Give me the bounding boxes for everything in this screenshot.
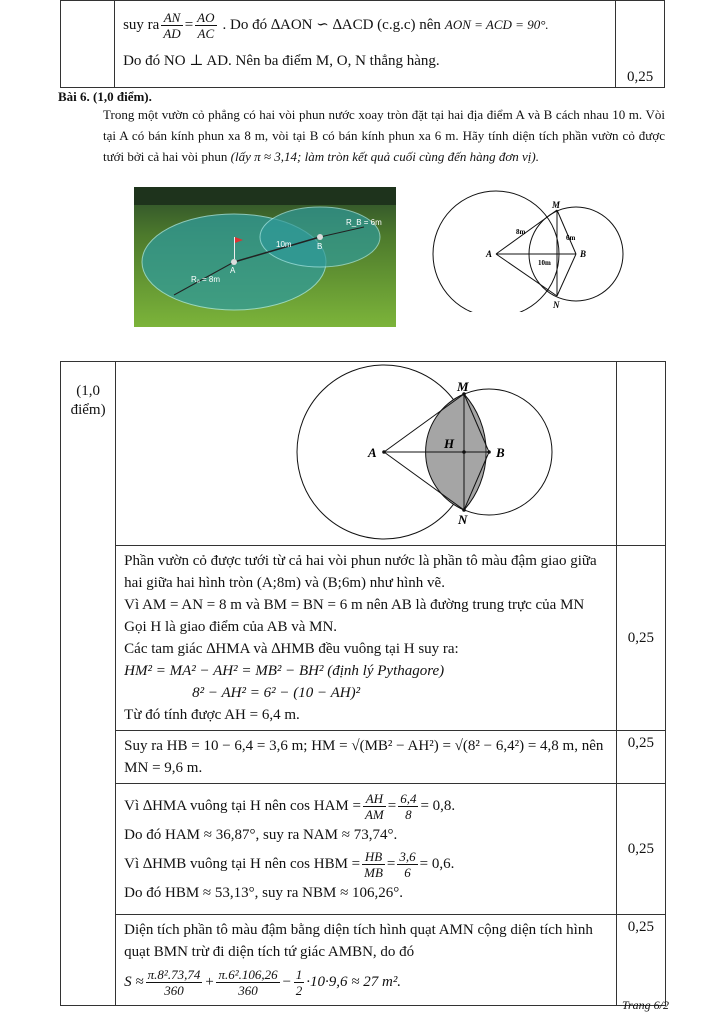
fig1-label-8m: 8m [516,228,526,236]
solution-row-1: Phần vườn cỏ được tưới từ cả hai vòi phun nước là phần tô màu đậm giao giữa hai giữa hai hình tròn (A;8m) và (B;6m) như hình vẽ. Vì AM = AN = 8 m và BM = BN = 6 m nên AB là đường trung trực của MN Gọi H là giao điểm của AB và MN. Các tam giác ∆HMA và ∆HMB đều vuông tại H suy ra: HM² = MA² − AH² = MB² − BH² (định lý Pythagore) 8² − AH² = 6² − (10 − AH)² Từ đó tính được AH = 6,4 m. [116,546,617,731]
fig2-label-m: M [457,379,469,394]
solution-table [60,361,666,1006]
problem-text: Trong một vườn cỏ phẳng có hai vòi phun nước xoay tròn đặt tại hai địa điểm A và B cách nhau 10 m. Vòi tại A có bán kính phun xa 8 m, vòi tại B có bán kính phun xa 6 m. Hãy tính diện tích phần vườn cỏ được tưới bởi cả hai vòi phun (lấy π ≈ 3,14; làm tròn kết quả cuối cùng đến hàng đơn vị). [103,107,665,164]
top-left-cell [61,1,115,88]
top-score: 0,25 [616,1,665,88]
figure-intersection [116,362,614,540]
solution-row-2-score: 0,25 [616,731,665,784]
photo-label-ra: Rₐ = 8m [191,275,220,284]
figure-score-cell [616,362,665,546]
top-line-2: Do đó NO ⊥ AD. Nên ba điểm M, O, N thẳng hàng. [123,53,440,69]
photo-label-dist: 10m [276,240,292,249]
photo-label-rb: R_B = 6m [346,218,382,227]
top-continuation-table [60,0,665,88]
fig1-label-b: B [580,249,587,259]
top-content-cell [115,1,616,88]
fig2-label-h: H [444,436,455,451]
top-line-1: suy ra $\frac{AN}{AD}$ = $\frac{AO}{AC}$ . Do đó ∆AON ∽ ∆ACD (c.g.c) nên AON = ACD = 90°. [123,9,549,41]
fig1-label-m: M [552,200,561,210]
photo-label-a: A [230,266,236,275]
fig2-label-b: B [496,445,505,460]
solution-row-3-score: 0,25 [616,784,665,915]
fig1-label-6m: 6m [566,234,576,242]
solution-row-4: Diện tích phần tô màu đậm bằng diện tích hình quạt AMN cộng diện tích hình quạt BMN trừ đi diện tích tứ giác AMBN, do đó S ≈ $\frac{\text{π.8².73,74}}{360}$ + $\frac{\text{π.6².106,26}}{360}$ − $\frac{1}{2}$ ·10·9,6 ≈ 27 m². [116,915,617,1006]
solution-row-2: Suy ra HB = 10 − 6,4 = 3,6 m; HM = √(MB² − AH²) = √(8² − 6,4²) = 4,8 m, nên MN = 9,6 m. [116,731,617,784]
figure-two-circles [428,186,642,312]
fraction-ao-ac: $\frac{AO}{AC}$ [197,9,215,41]
fig1-label-a: A [486,249,493,259]
photo-label-b: B [317,242,323,251]
fig2-label-a: A [368,445,377,460]
solution-row-3: Vì ∆HMA vuông tại H nên cos HAM = $\frac{AH}{AM}$ = $\frac{6,4}{8}$ = 0,8. Do đó HAM ≈ 36,87°, suy ra NAM ≈ 73,74°. Vì ∆HMB vuông tại H nên cos HBM = $\frac{HB}{MB}$ = $\frac{3,6}{6}$ = 0,6. Do đó HBM ≈ 53,13°, suy ra NBM ≈ 106,26°. [116,784,617,915]
fraction-an-ad: $\frac{AN}{AD}$ [163,9,181,41]
solution-row-4-score: 0,25 [616,915,665,1006]
figure-cell [116,362,617,546]
problem-title: Bài 6. (1,0 điểm). [58,89,152,104]
fig1-label-10m: 10m [538,259,551,267]
fig1-label-n: N [553,300,560,310]
fig2-label-n: N [458,512,468,527]
points-cell: (1,0 điểm) [61,362,116,1006]
solution-row-1-score: 0,25 [616,546,665,731]
sprinkler-photo [134,187,396,327]
page-number: Trang 6/2 [622,998,670,1012]
